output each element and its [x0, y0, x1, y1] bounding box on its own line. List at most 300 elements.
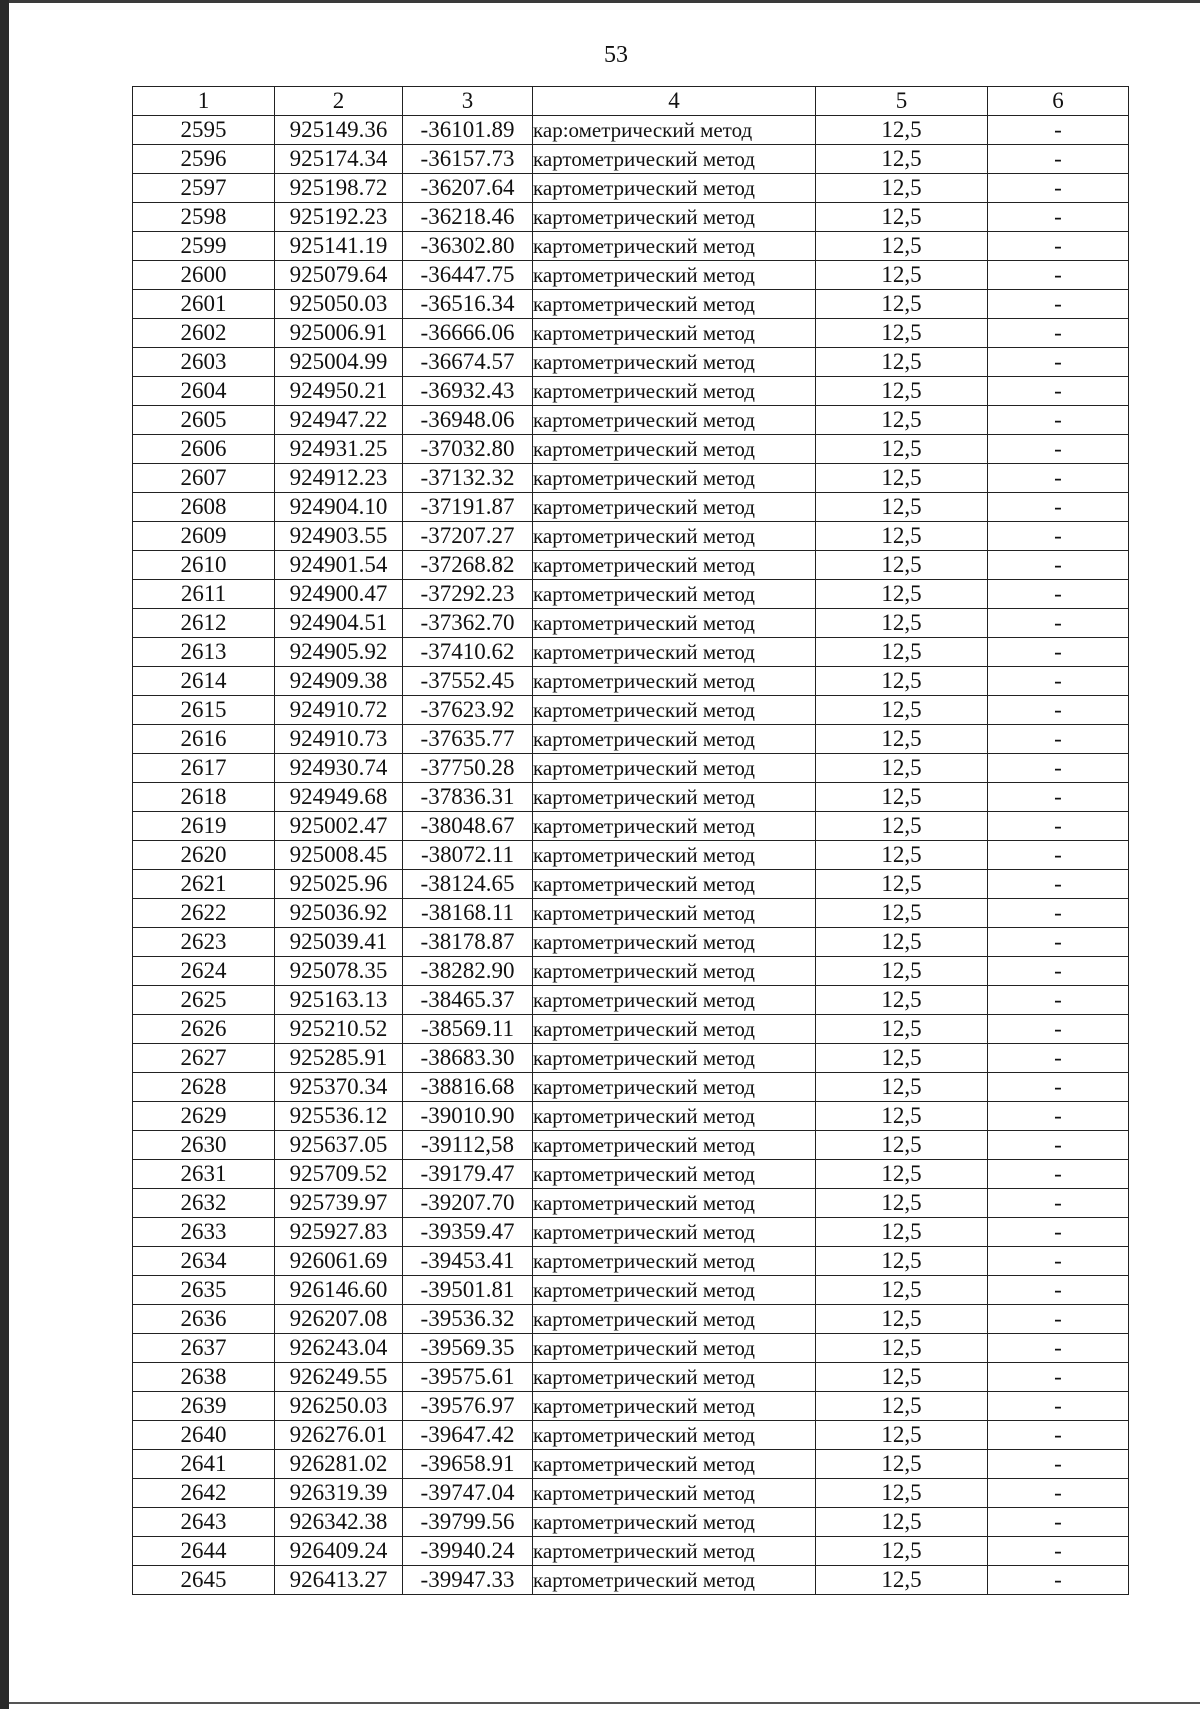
point-number-cell: 2627 — [133, 1044, 275, 1073]
method-cell: картометрический метод — [533, 203, 816, 232]
table-row — [133, 348, 1129, 377]
accuracy-cell: 12,5 — [816, 203, 988, 232]
accuracy-cell: 12,5 — [816, 1392, 988, 1421]
x-coordinate-cell: 925163.13 — [275, 986, 403, 1015]
table-row — [133, 232, 1129, 261]
point-number-cell: 2599 — [133, 232, 275, 261]
accuracy-cell: 12,5 — [816, 899, 988, 928]
table-row — [133, 1044, 1129, 1073]
table-row — [133, 725, 1129, 754]
method-cell: картометрический метод — [533, 1189, 816, 1218]
note-cell: - — [988, 609, 1129, 638]
table-row — [133, 754, 1129, 783]
method-cell: картометрический метод — [533, 551, 816, 580]
accuracy-cell: 12,5 — [816, 725, 988, 754]
table-row — [133, 145, 1129, 174]
note-cell: - — [988, 841, 1129, 870]
table-row — [133, 696, 1129, 725]
x-coordinate-cell: 925002.47 — [275, 812, 403, 841]
header-cell: 5 — [816, 87, 988, 116]
y-coordinate-cell: -37635.77 — [403, 725, 533, 754]
point-number-cell: 2623 — [133, 928, 275, 957]
note-cell: - — [988, 1479, 1129, 1508]
table-row — [133, 1392, 1129, 1421]
table-row — [133, 174, 1129, 203]
y-coordinate-cell: -37032.80 — [403, 435, 533, 464]
y-coordinate-cell: -37268.82 — [403, 551, 533, 580]
table-row — [133, 319, 1129, 348]
note-cell: - — [988, 1392, 1129, 1421]
note-cell: - — [988, 290, 1129, 319]
point-number-cell: 2629 — [133, 1102, 275, 1131]
x-coordinate-cell: 926319.39 — [275, 1479, 403, 1508]
note-cell: - — [988, 667, 1129, 696]
x-coordinate-cell: 926146.60 — [275, 1276, 403, 1305]
table-row — [133, 1247, 1129, 1276]
y-coordinate-cell: -36666.06 — [403, 319, 533, 348]
accuracy-cell: 12,5 — [816, 1421, 988, 1450]
y-coordinate-cell: -37750.28 — [403, 754, 533, 783]
point-number-cell: 2619 — [133, 812, 275, 841]
accuracy-cell: 12,5 — [816, 812, 988, 841]
method-cell: картометрический метод — [533, 435, 816, 464]
table-row — [133, 1334, 1129, 1363]
method-cell: картометрический метод — [533, 783, 816, 812]
point-number-cell: 2641 — [133, 1450, 275, 1479]
y-coordinate-cell: -36447.75 — [403, 261, 533, 290]
accuracy-cell: 12,5 — [816, 1479, 988, 1508]
method-cell: картометрический метод — [533, 261, 816, 290]
table-row — [133, 609, 1129, 638]
x-coordinate-cell: 926061.69 — [275, 1247, 403, 1276]
y-coordinate-cell: -39747.04 — [403, 1479, 533, 1508]
point-number-cell: 2596 — [133, 145, 275, 174]
y-coordinate-cell: -39453.41 — [403, 1247, 533, 1276]
accuracy-cell: 12,5 — [816, 522, 988, 551]
point-number-cell: 2602 — [133, 319, 275, 348]
method-cell: картометрический метод — [533, 1044, 816, 1073]
method-cell: картометрический метод — [533, 1102, 816, 1131]
table-row — [133, 1073, 1129, 1102]
method-cell: картометрический метод — [533, 493, 816, 522]
y-coordinate-cell: -37362.70 — [403, 609, 533, 638]
method-cell: картометрический метод — [533, 145, 816, 174]
accuracy-cell: 12,5 — [816, 1508, 988, 1537]
note-cell: - — [988, 1189, 1129, 1218]
point-number-cell: 2617 — [133, 754, 275, 783]
method-cell: картометрический метод — [533, 522, 816, 551]
accuracy-cell: 12,5 — [816, 1131, 988, 1160]
table-row — [133, 957, 1129, 986]
method-cell: картометрический метод — [533, 928, 816, 957]
y-coordinate-cell: -38124.65 — [403, 870, 533, 899]
table-row — [133, 899, 1129, 928]
x-coordinate-cell: 925141.19 — [275, 232, 403, 261]
x-coordinate-cell: 924931.25 — [275, 435, 403, 464]
note-cell: - — [988, 1015, 1129, 1044]
method-cell: картометрический метод — [533, 377, 816, 406]
table-row — [133, 406, 1129, 435]
table-row — [133, 1160, 1129, 1189]
point-number-cell: 2633 — [133, 1218, 275, 1247]
method-cell: картометрический метод — [533, 1479, 816, 1508]
y-coordinate-cell: -39658.91 — [403, 1450, 533, 1479]
point-number-cell: 2608 — [133, 493, 275, 522]
table-row — [133, 1508, 1129, 1537]
note-cell: - — [988, 957, 1129, 986]
x-coordinate-cell: 924910.73 — [275, 725, 403, 754]
method-cell: картометрический метод — [533, 1363, 816, 1392]
x-coordinate-cell: 925036.92 — [275, 899, 403, 928]
accuracy-cell: 12,5 — [816, 1247, 988, 1276]
accuracy-cell: 12,5 — [816, 174, 988, 203]
accuracy-cell: 12,5 — [816, 116, 988, 145]
x-coordinate-cell: 926249.55 — [275, 1363, 403, 1392]
x-coordinate-cell: 925079.64 — [275, 261, 403, 290]
note-cell: - — [988, 783, 1129, 812]
point-number-cell: 2621 — [133, 870, 275, 899]
y-coordinate-cell: -36218.46 — [403, 203, 533, 232]
x-coordinate-cell: 926207.08 — [275, 1305, 403, 1334]
method-cell: картометрический метод — [533, 290, 816, 319]
method-cell: картометрический метод — [533, 319, 816, 348]
note-cell: - — [988, 580, 1129, 609]
y-coordinate-cell: -38168.11 — [403, 899, 533, 928]
point-number-cell: 2637 — [133, 1334, 275, 1363]
y-coordinate-cell: -37132.32 — [403, 464, 533, 493]
note-cell: - — [988, 261, 1129, 290]
y-coordinate-cell: -37623.92 — [403, 696, 533, 725]
accuracy-cell: 12,5 — [816, 638, 988, 667]
note-cell: - — [988, 870, 1129, 899]
note-cell: - — [988, 522, 1129, 551]
table-row — [133, 522, 1129, 551]
accuracy-cell: 12,5 — [816, 667, 988, 696]
note-cell: - — [988, 899, 1129, 928]
point-number-cell: 2603 — [133, 348, 275, 377]
header-row — [133, 87, 1129, 116]
x-coordinate-cell: 925006.91 — [275, 319, 403, 348]
point-number-cell: 2626 — [133, 1015, 275, 1044]
x-coordinate-cell: 924930.74 — [275, 754, 403, 783]
x-coordinate-cell: 924949.68 — [275, 783, 403, 812]
table-row — [133, 261, 1129, 290]
method-cell: картометрический метод — [533, 1131, 816, 1160]
method-cell: картометрический метод — [533, 464, 816, 493]
y-coordinate-cell: -36101.89 — [403, 116, 533, 145]
y-coordinate-cell: -36302.80 — [403, 232, 533, 261]
x-coordinate-cell: 925004.99 — [275, 348, 403, 377]
table-row — [133, 551, 1129, 580]
note-cell: - — [988, 406, 1129, 435]
point-number-cell: 2640 — [133, 1421, 275, 1450]
y-coordinate-cell: -37191.87 — [403, 493, 533, 522]
x-coordinate-cell: 924912.23 — [275, 464, 403, 493]
header-cell: 1 — [133, 87, 275, 116]
note-cell: - — [988, 638, 1129, 667]
method-cell: картометрический метод — [533, 638, 816, 667]
method-cell: картометрический метод — [533, 232, 816, 261]
accuracy-cell: 12,5 — [816, 1102, 988, 1131]
point-number-cell: 2642 — [133, 1479, 275, 1508]
y-coordinate-cell: -39575.61 — [403, 1363, 533, 1392]
x-coordinate-cell: 925285.91 — [275, 1044, 403, 1073]
point-number-cell: 2605 — [133, 406, 275, 435]
point-number-cell: 2604 — [133, 377, 275, 406]
x-coordinate-cell: 925039.41 — [275, 928, 403, 957]
table-row — [133, 493, 1129, 522]
table-row — [133, 1276, 1129, 1305]
x-coordinate-cell: 924905.92 — [275, 638, 403, 667]
scan-edge-left — [0, 0, 9, 1709]
y-coordinate-cell: -39940.24 — [403, 1537, 533, 1566]
point-number-cell: 2632 — [133, 1189, 275, 1218]
x-coordinate-cell: 926342.38 — [275, 1508, 403, 1537]
table-row — [133, 667, 1129, 696]
accuracy-cell: 12,5 — [816, 348, 988, 377]
note-cell: - — [988, 1450, 1129, 1479]
scan-edge-top — [9, 0, 1200, 3]
accuracy-cell: 12,5 — [816, 464, 988, 493]
accuracy-cell: 12,5 — [816, 493, 988, 522]
y-coordinate-cell: -37836.31 — [403, 783, 533, 812]
accuracy-cell: 12,5 — [816, 551, 988, 580]
note-cell: - — [988, 1247, 1129, 1276]
method-cell: картометрический метод — [533, 1392, 816, 1421]
method-cell: картометрический метод — [533, 1015, 816, 1044]
note-cell: - — [988, 1218, 1129, 1247]
x-coordinate-cell: 924903.55 — [275, 522, 403, 551]
table-row — [133, 1479, 1129, 1508]
accuracy-cell: 12,5 — [816, 1566, 988, 1595]
accuracy-cell: 12,5 — [816, 261, 988, 290]
point-number-cell: 2616 — [133, 725, 275, 754]
table-row — [133, 928, 1129, 957]
header-cell: 4 — [533, 87, 816, 116]
point-number-cell: 2639 — [133, 1392, 275, 1421]
note-cell: - — [988, 696, 1129, 725]
point-number-cell: 2643 — [133, 1508, 275, 1537]
table-row — [133, 1566, 1129, 1595]
table-row — [133, 464, 1129, 493]
point-number-cell: 2638 — [133, 1363, 275, 1392]
note-cell: - — [988, 1421, 1129, 1450]
accuracy-cell: 12,5 — [816, 1044, 988, 1073]
point-number-cell: 2597 — [133, 174, 275, 203]
note-cell: - — [988, 377, 1129, 406]
method-cell: картометрический метод — [533, 1421, 816, 1450]
x-coordinate-cell: 926243.04 — [275, 1334, 403, 1363]
note-cell: - — [988, 348, 1129, 377]
x-coordinate-cell: 925637.05 — [275, 1131, 403, 1160]
method-cell: картометрический метод — [533, 609, 816, 638]
note-cell: - — [988, 1276, 1129, 1305]
table-row — [133, 1450, 1129, 1479]
note-cell: - — [988, 1073, 1129, 1102]
accuracy-cell: 12,5 — [816, 1160, 988, 1189]
accuracy-cell: 12,5 — [816, 870, 988, 899]
accuracy-cell: 12,5 — [816, 145, 988, 174]
x-coordinate-cell: 925192.23 — [275, 203, 403, 232]
y-coordinate-cell: -36207.64 — [403, 174, 533, 203]
x-coordinate-cell: 926281.02 — [275, 1450, 403, 1479]
method-cell: картометрический метод — [533, 1334, 816, 1363]
accuracy-cell: 12,5 — [816, 696, 988, 725]
method-cell: картометрический метод — [533, 812, 816, 841]
table-row — [133, 870, 1129, 899]
note-cell: - — [988, 1334, 1129, 1363]
y-coordinate-cell: -38072.11 — [403, 841, 533, 870]
method-cell: картометрический метод — [533, 841, 816, 870]
point-number-cell: 2630 — [133, 1131, 275, 1160]
table-row — [133, 783, 1129, 812]
y-coordinate-cell: -39207.70 — [403, 1189, 533, 1218]
y-coordinate-cell: -36948.06 — [403, 406, 533, 435]
y-coordinate-cell: -39569.35 — [403, 1334, 533, 1363]
x-coordinate-cell: 925149.36 — [275, 116, 403, 145]
note-cell: - — [988, 1566, 1129, 1595]
header-cell: 2 — [275, 87, 403, 116]
note-cell: - — [988, 174, 1129, 203]
point-number-cell: 2612 — [133, 609, 275, 638]
header-cell: 6 — [988, 87, 1129, 116]
accuracy-cell: 12,5 — [816, 841, 988, 870]
table-row — [133, 1421, 1129, 1450]
point-number-cell: 2644 — [133, 1537, 275, 1566]
accuracy-cell: 12,5 — [816, 1015, 988, 1044]
point-number-cell: 2622 — [133, 899, 275, 928]
method-cell: картометрический метод — [533, 899, 816, 928]
method-cell: картометрический метод — [533, 580, 816, 609]
y-coordinate-cell: -38816.68 — [403, 1073, 533, 1102]
note-cell: - — [988, 493, 1129, 522]
table-row — [133, 1131, 1129, 1160]
table-row — [133, 1363, 1129, 1392]
table-row — [133, 435, 1129, 464]
method-cell: картометрический метод — [533, 1450, 816, 1479]
table-row — [133, 377, 1129, 406]
method-cell: картометрический метод — [533, 1160, 816, 1189]
x-coordinate-cell: 925927.83 — [275, 1218, 403, 1247]
table-row — [133, 986, 1129, 1015]
y-coordinate-cell: -38178.87 — [403, 928, 533, 957]
y-coordinate-cell: -37552.45 — [403, 667, 533, 696]
table-row — [133, 1189, 1129, 1218]
method-cell: картометрический метод — [533, 1305, 816, 1334]
x-coordinate-cell: 924901.54 — [275, 551, 403, 580]
x-coordinate-cell: 925078.35 — [275, 957, 403, 986]
point-number-cell: 2635 — [133, 1276, 275, 1305]
method-cell: картометрический метод — [533, 667, 816, 696]
note-cell: - — [988, 145, 1129, 174]
table-row — [133, 1218, 1129, 1247]
scan-edge-bottom — [9, 1702, 1200, 1704]
x-coordinate-cell: 924904.51 — [275, 609, 403, 638]
table-row — [133, 203, 1129, 232]
point-number-cell: 2600 — [133, 261, 275, 290]
x-coordinate-cell: 924909.38 — [275, 667, 403, 696]
point-number-cell: 2607 — [133, 464, 275, 493]
method-cell: картометрический метод — [533, 1247, 816, 1276]
y-coordinate-cell: -39359.47 — [403, 1218, 533, 1247]
table-row — [133, 638, 1129, 667]
method-cell: картометрический метод — [533, 754, 816, 783]
point-number-cell: 2601 — [133, 290, 275, 319]
y-coordinate-cell: -36674.57 — [403, 348, 533, 377]
y-coordinate-cell: -39112,58 — [403, 1131, 533, 1160]
accuracy-cell: 12,5 — [816, 580, 988, 609]
accuracy-cell: 12,5 — [816, 1276, 988, 1305]
accuracy-cell: 12,5 — [816, 1450, 988, 1479]
method-cell: картометрический метод — [533, 725, 816, 754]
method-cell: картометрический метод — [533, 1508, 816, 1537]
y-coordinate-cell: -39576.97 — [403, 1392, 533, 1421]
accuracy-cell: 12,5 — [816, 609, 988, 638]
x-coordinate-cell: 925709.52 — [275, 1160, 403, 1189]
note-cell: - — [988, 232, 1129, 261]
note-cell: - — [988, 1160, 1129, 1189]
method-cell: картометрический метод — [533, 348, 816, 377]
table-row — [133, 116, 1129, 145]
x-coordinate-cell: 925008.45 — [275, 841, 403, 870]
y-coordinate-cell: -39799.56 — [403, 1508, 533, 1537]
y-coordinate-cell: -36932.43 — [403, 377, 533, 406]
method-cell: картометрический метод — [533, 1218, 816, 1247]
x-coordinate-cell: 925210.52 — [275, 1015, 403, 1044]
point-number-cell: 2611 — [133, 580, 275, 609]
x-coordinate-cell: 926413.27 — [275, 1566, 403, 1595]
note-cell: - — [988, 1508, 1129, 1537]
header-cell: 3 — [403, 87, 533, 116]
table-row — [133, 1102, 1129, 1131]
point-number-cell: 2613 — [133, 638, 275, 667]
method-cell: кар:ометрический метод — [533, 116, 816, 145]
page-number: 53 — [604, 42, 628, 68]
note-cell: - — [988, 725, 1129, 754]
y-coordinate-cell: -38282.90 — [403, 957, 533, 986]
x-coordinate-cell: 925739.97 — [275, 1189, 403, 1218]
note-cell: - — [988, 319, 1129, 348]
y-coordinate-cell: -36516.34 — [403, 290, 533, 319]
note-cell: - — [988, 1102, 1129, 1131]
y-coordinate-cell: -38569.11 — [403, 1015, 533, 1044]
method-cell: картометрический метод — [533, 1073, 816, 1102]
y-coordinate-cell: -36157.73 — [403, 145, 533, 174]
accuracy-cell: 12,5 — [816, 1073, 988, 1102]
table-row — [133, 1537, 1129, 1566]
accuracy-cell: 12,5 — [816, 986, 988, 1015]
method-cell: картометрический метод — [533, 957, 816, 986]
note-cell: - — [988, 203, 1129, 232]
x-coordinate-cell: 924950.21 — [275, 377, 403, 406]
note-cell: - — [988, 1044, 1129, 1073]
x-coordinate-cell: 926409.24 — [275, 1537, 403, 1566]
accuracy-cell: 12,5 — [816, 783, 988, 812]
point-number-cell: 2618 — [133, 783, 275, 812]
point-number-cell: 2625 — [133, 986, 275, 1015]
accuracy-cell: 12,5 — [816, 406, 988, 435]
x-coordinate-cell: 924947.22 — [275, 406, 403, 435]
note-cell: - — [988, 928, 1129, 957]
note-cell: - — [988, 986, 1129, 1015]
method-cell: картометрический метод — [533, 986, 816, 1015]
y-coordinate-cell: -39010.90 — [403, 1102, 533, 1131]
x-coordinate-cell: 924900.47 — [275, 580, 403, 609]
point-number-cell: 2628 — [133, 1073, 275, 1102]
note-cell: - — [988, 435, 1129, 464]
note-cell: - — [988, 116, 1129, 145]
accuracy-cell: 12,5 — [816, 1363, 988, 1392]
